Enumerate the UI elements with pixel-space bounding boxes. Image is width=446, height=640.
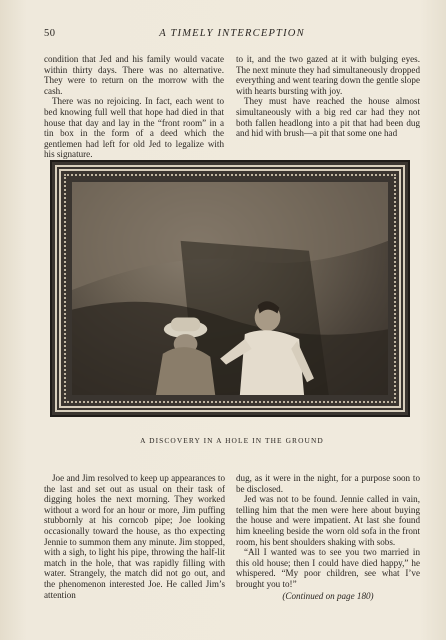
photo-two-men-in-hole — [72, 182, 388, 395]
page-number: 50 — [44, 28, 56, 39]
top-right-column — [236, 54, 420, 139]
ornamental-photo-frame — [50, 160, 410, 417]
paragraph: Joe and Jim resolved to keep up appearances to the last and set out as usual on their task of digging holes the next morning. They worked without a word for an hour or more, Jim puffing stubbornly at his corncob pipe; Joe looking occasionally toward the house, as tho expecting Jennie to summon them any minute. Jim stopped, with a sigh, to light his pipe, throwing the half-lit match in the hole, that was rapidly filling with water. Strangely, the match did not go out, and the phenomenon interested Joe. He called Jim’s attention — [44, 473, 225, 600]
paragraph: Jed was not to be found. Jennie called in vain, telling him that the men were here about buying the house and were impatient. At last she found him kneeling beside the worn old sofa in the front room, his bent shoulders shaking with sobs. — [236, 494, 420, 547]
photo-illustration — [72, 182, 388, 395]
paragraph: There was no rejoicing. In fact, each went to bed knowing full well that hope had died in that house that day and lay in the “front room” in a tin box in the form of a deed which the gentlemen had left for old Jed to legalize with his signature. — [44, 96, 224, 160]
continued-note: (Continued on page 180) — [282, 590, 374, 601]
paragraph: dug, as it were in the night, for a purpose soon to be disclosed. — [236, 473, 420, 494]
paragraph: “All I wanted was to see you two married in this old house; then I could have died happy,” he whispered. “My poor children, see what I’ve brought you to!” — [236, 547, 420, 589]
page-header — [44, 28, 420, 44]
paragraph: condition that Jed and his family would vacate within thirty days. There was no alternative. They were to return on the morrow with the cash. — [44, 54, 224, 96]
photo-caption: A DISCOVERY IN A HOLE IN THE GROUND — [140, 436, 324, 445]
bottom-right-column — [236, 473, 420, 601]
bottom-left-column — [44, 473, 225, 600]
running-title: A TIMELY INTERCEPTION — [159, 28, 305, 39]
paragraph: They must have reached the house almost simultaneously with a big red car had they not both fallen headlong into a pit that had been dug and hid with brush—a pit that some one had — [236, 96, 420, 139]
top-left-column — [44, 54, 224, 160]
paragraph: to it, and the two gazed at it with bulging eyes. The next minute they had simultaneously dropped everything and went tearing down the gentle slope with hearts bursting with joy. — [236, 54, 420, 96]
